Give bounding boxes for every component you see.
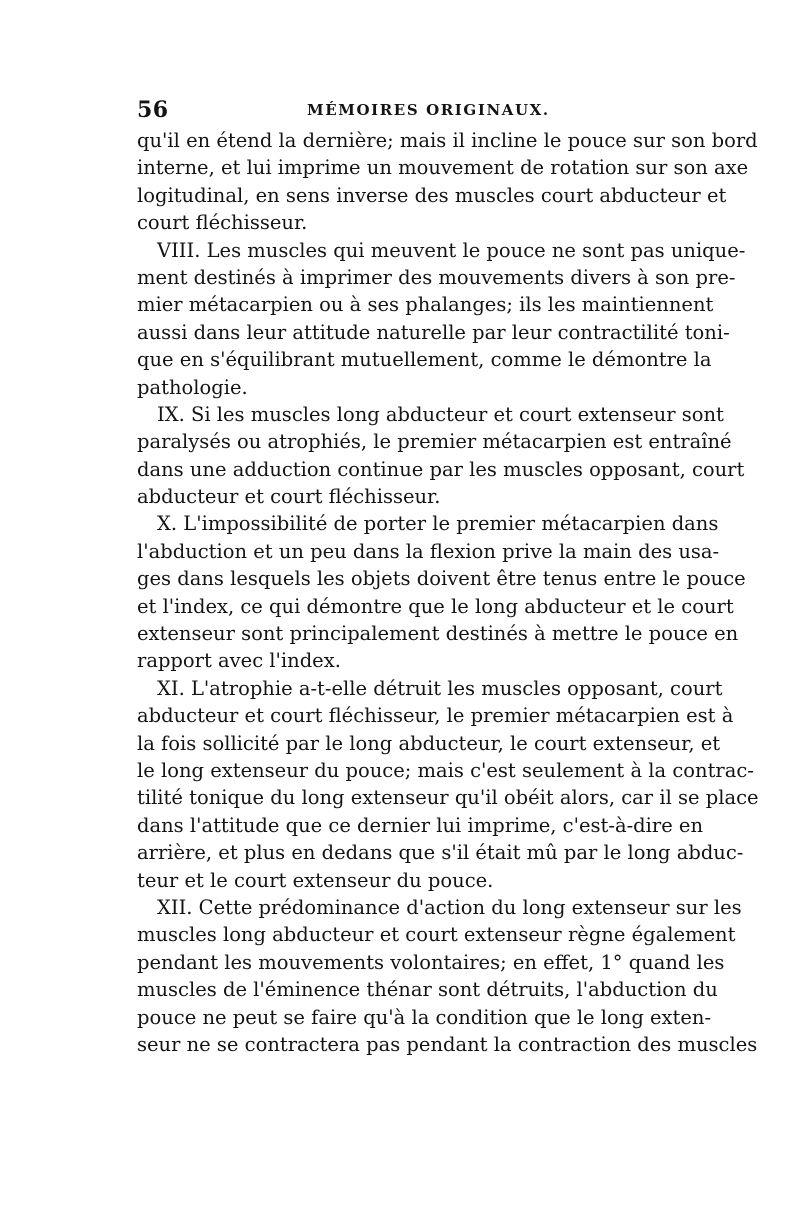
text-line: interne, et lui imprime un mouvement de rotation sur son axe	[137, 156, 749, 180]
text-line: tilité tonique du long extenseur qu'il obéit alors, car il se place	[137, 786, 759, 810]
text-line: aussi dans leur attitude naturelle par leur contractilité toni-	[137, 320, 730, 344]
text-line: et l'index, ce qui démontre que le long abducteur et le court	[137, 594, 734, 618]
text-line: logitudinal, en sens inverse des muscles court abducteur et	[137, 183, 727, 207]
text-line: dans l'attitude que ce dernier lui imprime, c'est-à-dire en	[137, 813, 704, 837]
paragraph-ix-start: IX. Si les muscles long abducteur et court extenseur sont	[157, 402, 724, 426]
body-text	[137, 127, 759, 1058]
text-line: extenseur sont principalement destinés à mettre le pouce en	[137, 622, 739, 646]
text-line: abducteur et court fléchisseur, le premier métacarpien est à	[137, 704, 734, 728]
text-line: le long extenseur du pouce; mais c'est seulement à la contrac-	[137, 758, 754, 782]
text-line: pouce ne peut se faire qu'à la condition que le long exten-	[137, 1005, 712, 1029]
paragraph-xi-start: XI. L'atrophie a-t-elle détruit les muscles opposant, court	[157, 676, 723, 700]
page-header	[137, 97, 669, 127]
text-line: pendant les mouvements volontaires; en effet, 1° quand les	[137, 950, 725, 974]
text-line: pathologie.	[137, 375, 248, 399]
paragraph-x-start: X. L'impossibilité de porter le premier métacarpien dans	[157, 512, 719, 536]
text-line: dans une adduction continue par les muscles opposant, court	[137, 457, 745, 481]
running-head: MÉMOIRES ORIGINAUX.	[307, 101, 550, 119]
text-line: que en s'équilibrant mutuellement, comme le démontre la	[137, 348, 712, 372]
paragraph-viii-start: VIII. Les muscles qui meuvent le pouce ne sont pas unique-	[157, 238, 746, 262]
text-line: abducteur et court fléchisseur.	[137, 485, 441, 509]
text-line: rapport avec l'index.	[137, 649, 341, 673]
text-line: muscles long abducteur et court extenseur règne également	[137, 923, 736, 947]
text-line: paralysés ou atrophiés, le premier métacarpien est entraîné	[137, 430, 732, 454]
text-line: ges dans lesquels les objets doivent être tenus entre le pouce	[137, 567, 746, 591]
text-line: seur ne se contractera pas pendant la contraction des muscles	[137, 1032, 758, 1056]
page-number: 56	[137, 97, 169, 123]
text-line: l'abduction et un peu dans la flexion prive la main des usa-	[137, 539, 720, 563]
text-line: court fléchisseur.	[137, 211, 308, 235]
text-line: arrière, et plus en dedans que s'il était mû par le long abduc-	[137, 841, 744, 865]
text-line: qu'il en étend la dernière; mais il incline le pouce sur son bord	[137, 129, 758, 152]
text-line: mier métacarpien ou à ses phalanges; ils les maintiennent	[137, 293, 714, 317]
paragraph-xii-start: XII. Cette prédominance d'action du long extenseur sur les	[157, 895, 742, 919]
text-line: la fois sollicité par le long abducteur, le court extenseur, et	[137, 731, 721, 755]
text-line: teur et le court extenseur du pouce.	[137, 868, 494, 892]
text-line: muscles de l'éminence thénar sont détruits, l'abduction du	[137, 978, 718, 1002]
text-line: ment destinés à imprimer des mouvements divers à son pre-	[137, 265, 736, 289]
